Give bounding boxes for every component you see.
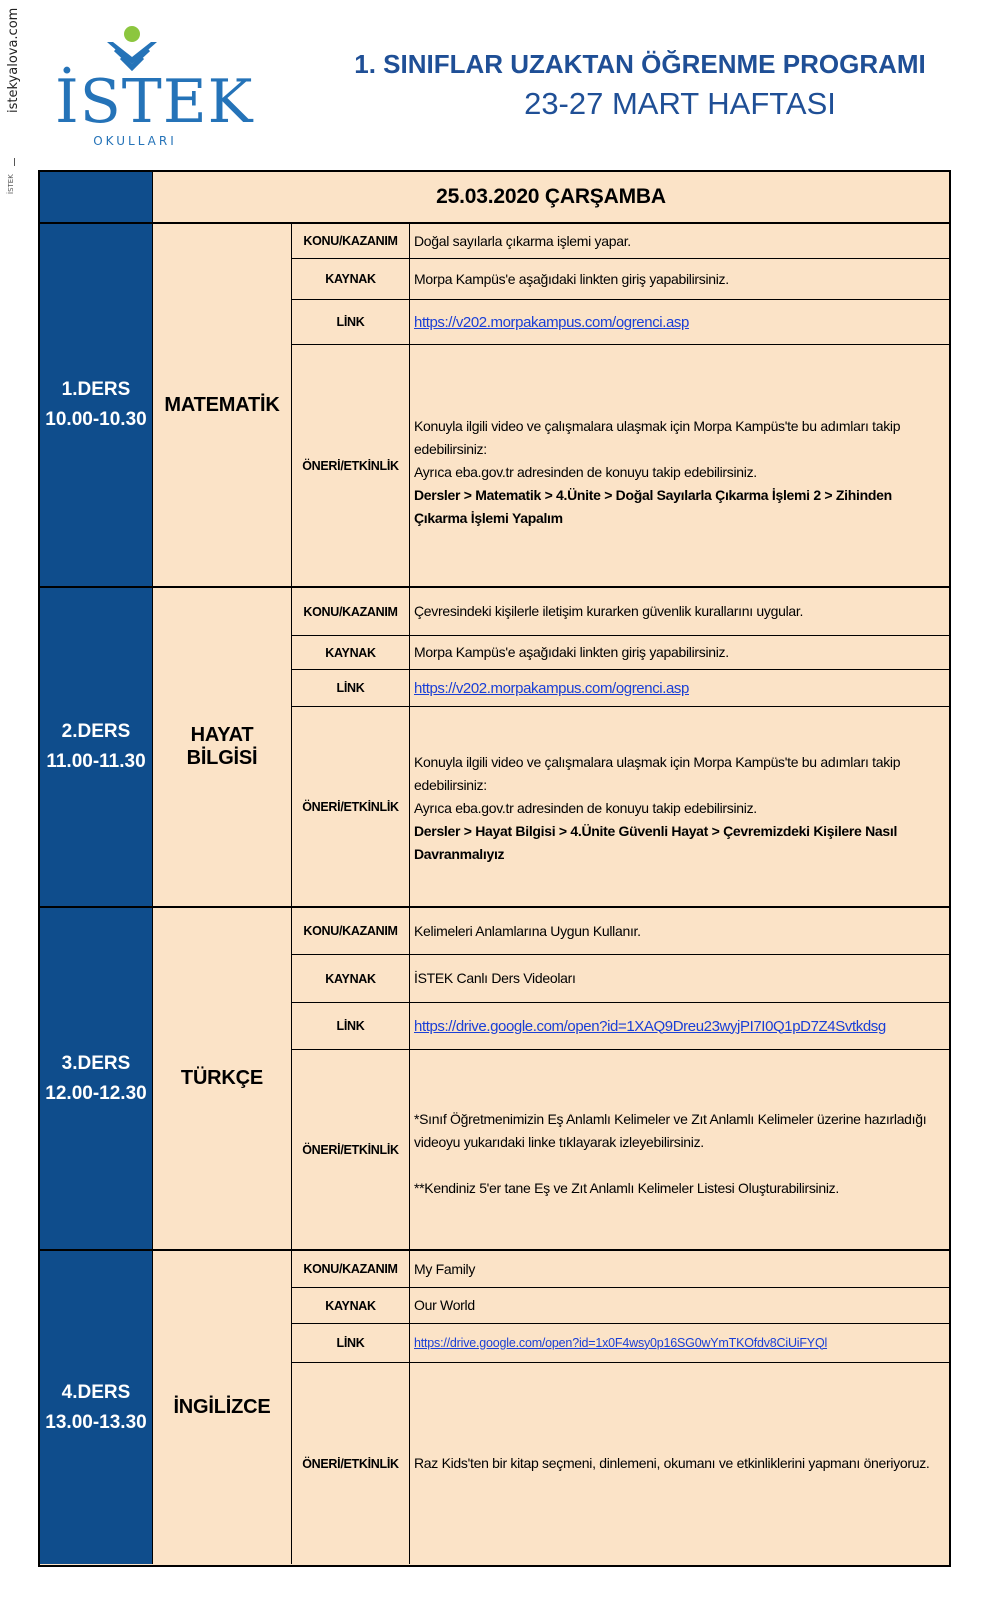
label-kaynak: KAYNAK [292,636,410,670]
label-link: LİNK [292,1324,410,1363]
side-small-logo: İSTEK [7,174,15,194]
oneri-line-1: Konuyla ilgili video ve çalışmalara ulaşmak için Morpa Kampüs'te bu adımları takip edebilirsiniz: [414,418,901,457]
schedule-table [38,170,951,1567]
lesson-3-cell [40,908,153,1251]
lesson-time: 10.00-10.30 [45,409,147,430]
lesson-4-oneri [410,1363,949,1564]
lesson-1-kaynak: Morpa Kampüs'e aşağıdaki linkten giriş yapabilirsiniz. [410,259,949,300]
lesson-2-kaynak: Morpa Kampüs'e aşağıdaki linkten giriş yapabilirsiniz. [410,636,949,670]
label-link: LİNK [292,300,410,345]
lesson-3-oneri [410,1050,949,1251]
lesson-3-konu: Kelimeleri Anlamlarına Uygun Kullanır. [410,908,949,955]
side-separator [14,158,15,166]
lesson-3-link-cell [410,1003,949,1050]
lesson-1-konu: Doğal sayılarla çıkarma işlemi yapar. [410,224,949,259]
label-konu: KONU/KAZANIM [292,224,410,259]
oneri-path: Dersler > Hayat Bilgisi > 4.Ünite Güvenli Hayat > Çevremizdeki Kişilere Nasıl Davranmalıyız [414,823,898,862]
lesson-3-subject: TÜRKÇE [153,908,292,1251]
oneri-line-2: Ayrıca eba.gov.tr adresinden de konuyu takip edebilirsiniz. [414,464,757,480]
label-kaynak: KAYNAK [292,955,410,1003]
label-konu: KONU/KAZANIM [292,908,410,955]
lesson-number: 3.DERS [61,1052,131,1074]
logo-wordmark: İSTEK [55,67,254,137]
oneri-line-1: Konuyla ilgili video ve çalışmalara ulaşmak için Morpa Kampüs'te bu adımları takip edebilirsiniz: [414,754,901,793]
lesson-4-link[interactable]: https://drive.google.com/open?id=1x0F4wsy0p16SG0wYmTKOfdv8CiUiFYQl [414,1335,828,1350]
lesson-1-subject: MATEMATİK [153,224,292,588]
lesson-4-subject: İNGİLİZCE [153,1251,292,1564]
label-link: LİNK [292,1003,410,1050]
lesson-1-oneri [410,345,949,588]
lesson-4-link-cell [410,1324,949,1363]
lesson-time: 11.00-11.30 [46,751,146,772]
lesson-2-oneri [410,707,949,908]
lesson-2-link-cell [410,670,949,707]
lesson-1-link-cell [410,300,949,345]
lesson-4-konu: My Family [410,1251,949,1288]
page-title: 1. SINIFLAR UZAKTAN ÖĞRENME PROGRAMI [354,49,926,79]
date-heading: 25.03.2020 ÇARŞAMBA [153,172,949,224]
oneri-line-2: Ayrıca eba.gov.tr adresinden de konuyu takip edebilirsiniz. [414,800,757,816]
istek-logo [55,22,254,152]
page-subtitle: 23-27 MART HAFTASI [524,86,836,121]
label-oneri: ÖNERİ/ETKİNLİK [292,1363,410,1564]
lesson-number: 4.DERS [61,1381,131,1403]
oneri-line-1: Raz Kids'ten bir kitap seçmeni, dinlemeni, okumanı ve etkinliklerini yapmanı öneriyoruz. [414,1455,930,1471]
lesson-2-subject: HAYAT BİLGİSİ [153,588,292,908]
oneri-line-2: **Kendiniz 5'er tane Eş ve Zıt Anlamlı Kelimeler Listesi Oluşturabilirsiniz. [414,1179,839,1196]
label-konu: KONU/KAZANIM [292,588,410,636]
lesson-2-link[interactable]: https://v202.morpakampus.com/ogrenci.asp [414,679,689,697]
label-kaynak: KAYNAK [292,259,410,300]
header-blank-cell [40,172,153,224]
logo-subtitle: OKULLARI [93,134,177,148]
label-oneri: ÖNERİ/ETKİNLİK [292,707,410,908]
lesson-1-cell [40,224,153,588]
label-oneri: ÖNERİ/ETKİNLİK [292,1050,410,1251]
lesson-4-kaynak: Our World [410,1288,949,1324]
lesson-2-konu: Çevresindeki kişilerle iletişim kurarken güvenlik kurallarını uygular. [410,588,949,636]
lesson-2-cell [40,588,153,908]
oneri-line-1: *Sınıf Öğretmenimizin Eş Anlamlı Kelimeler ve Zıt Anlamlı Kelimeler üzerine hazırladığı videoyu yukarıdaki linke tıklayarak izleyebilirsiniz. [414,1110,927,1150]
lesson-number: 2.DERS [61,721,131,742]
lesson-number: 1.DERS [61,379,131,400]
lesson-1-link[interactable]: https://v202.morpakampus.com/ogrenci.asp [414,313,689,331]
lesson-time: 13.00-13.30 [45,1411,147,1433]
lesson-time: 12.00-12.30 [45,1082,147,1104]
lesson-4-cell [40,1251,153,1564]
label-konu: KONU/KAZANIM [292,1251,410,1288]
lesson-3-kaynak: İSTEK Canlı Ders Videoları [410,955,949,1003]
side-website-url: istekyalova.com [6,8,21,114]
label-link: LİNK [292,670,410,707]
lesson-3-link[interactable]: https://drive.google.com/open?id=1XAQ9Dreu23wyjPI7I0Q1pD7Z4Svtkdsg [414,1017,886,1035]
label-oneri: ÖNERİ/ETKİNLİK [292,345,410,588]
oneri-path: Dersler > Matematik > 4.Ünite > Doğal Sayılarla Çıkarma İşlemi 2 > Zihinden Çıkarma İşlemi Yapalım [414,487,892,526]
label-kaynak: KAYNAK [292,1288,410,1324]
